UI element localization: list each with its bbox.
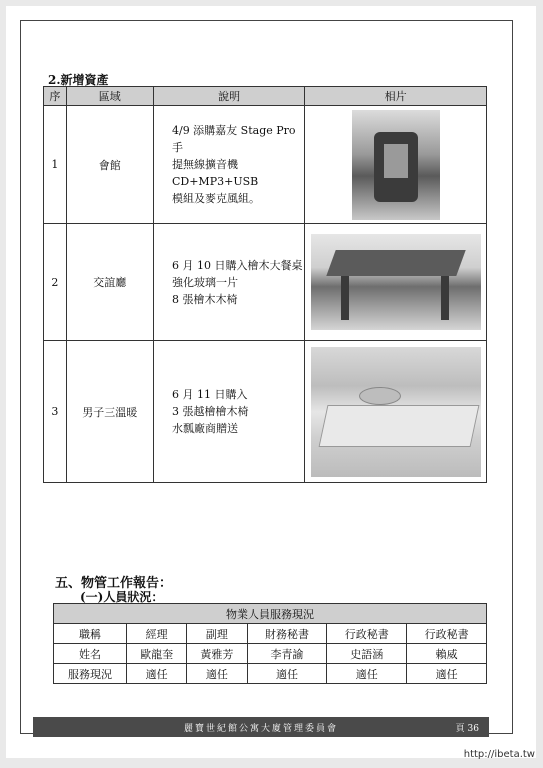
table-leg: [341, 276, 349, 320]
header-description: 說明: [153, 87, 304, 106]
table-cell: 行政秘書: [327, 624, 407, 644]
row-number: 1: [44, 106, 67, 224]
description-line: 6 月 11 日購入: [171, 388, 248, 401]
description-line: 4/9 添購嘉友 Stage Pro 手: [171, 124, 296, 154]
water-ladle: [359, 387, 401, 405]
row-description: [153, 106, 304, 224]
section-title: 2.新增資產: [48, 73, 109, 87]
page-footer: [33, 717, 489, 737]
row-area: 會館: [66, 106, 153, 224]
table-row: [54, 624, 487, 644]
table-cell: 服務現況: [54, 664, 127, 684]
table-cell: 歐龍奎: [127, 644, 187, 664]
row-description: [153, 341, 304, 483]
table-cell: 適任: [327, 664, 407, 684]
header-photo: 相片: [305, 87, 487, 106]
table-cell: 史語涵: [327, 644, 407, 664]
description-line: 強化玻璃一片: [171, 275, 238, 289]
speaker-photo: [352, 110, 440, 220]
table-row: [44, 341, 487, 483]
staff-table-caption: 物業人員服務現況: [54, 604, 487, 624]
table-cell: 適任: [187, 664, 247, 684]
row-number: 3: [44, 341, 67, 483]
row-photo-cell: [305, 341, 487, 483]
heading-property-report: 五、物管工作報告：: [55, 576, 173, 591]
table-cell: 李青諭: [247, 644, 327, 664]
header-area: 區域: [66, 87, 153, 106]
row-photo-cell: [305, 106, 487, 224]
dining-table-photo: [311, 234, 481, 330]
assets-header-row: [44, 87, 487, 106]
table-cell: 姓名: [54, 644, 127, 664]
table-cell: 職稱: [54, 624, 127, 644]
footer-committee-name: 麗寶世紀館公寓大廈管理委員會: [183, 724, 338, 734]
table-cell: 適任: [407, 664, 487, 684]
row-photo-cell: [305, 224, 487, 341]
table-row: [44, 106, 487, 224]
row-number: 2: [44, 224, 67, 341]
sauna-bench-photo: [311, 347, 481, 477]
description-line: 8 張檜木木椅: [171, 292, 238, 306]
bench: [318, 405, 479, 447]
row-area: 男子三溫暖: [66, 341, 153, 483]
table-cell: 適任: [127, 664, 187, 684]
table-cell: 行政秘書: [407, 624, 487, 644]
description-line: 水瓢廠商贈送: [171, 422, 238, 435]
row-area: 交誼廳: [66, 224, 153, 341]
description-line: 6 月 10 日購入檜木大餐桌: [171, 258, 303, 272]
table-cell: 經理: [127, 624, 187, 644]
table-cell: 財務秘書: [247, 624, 327, 644]
table-cell: 適任: [247, 664, 327, 684]
table-row: [44, 224, 487, 341]
new-assets-table: [43, 86, 487, 483]
header-seq: 序: [44, 87, 67, 106]
heading-staff-status: (一)人員狀況：: [80, 590, 164, 604]
speaker-panel: [384, 144, 408, 178]
table-cell: 賴威: [407, 644, 487, 664]
footer-page-number: 頁 36: [455, 724, 479, 734]
table-row: [54, 644, 487, 664]
table-cell: 黃雅芳: [187, 644, 247, 664]
table-leg: [441, 276, 449, 320]
table-row: [54, 664, 487, 684]
table-top: [326, 250, 465, 276]
staff-table: [53, 603, 487, 684]
watermark: http://ibeta.tw: [463, 749, 535, 760]
description-line: 3 張越檜檜木椅: [171, 405, 249, 418]
table-cell: 副理: [187, 624, 247, 644]
row-description: [153, 224, 304, 341]
description-line: 提無線擴音機 CD+MP3+USB: [171, 158, 259, 188]
description-line: 模組及麥克風組。: [171, 192, 260, 205]
